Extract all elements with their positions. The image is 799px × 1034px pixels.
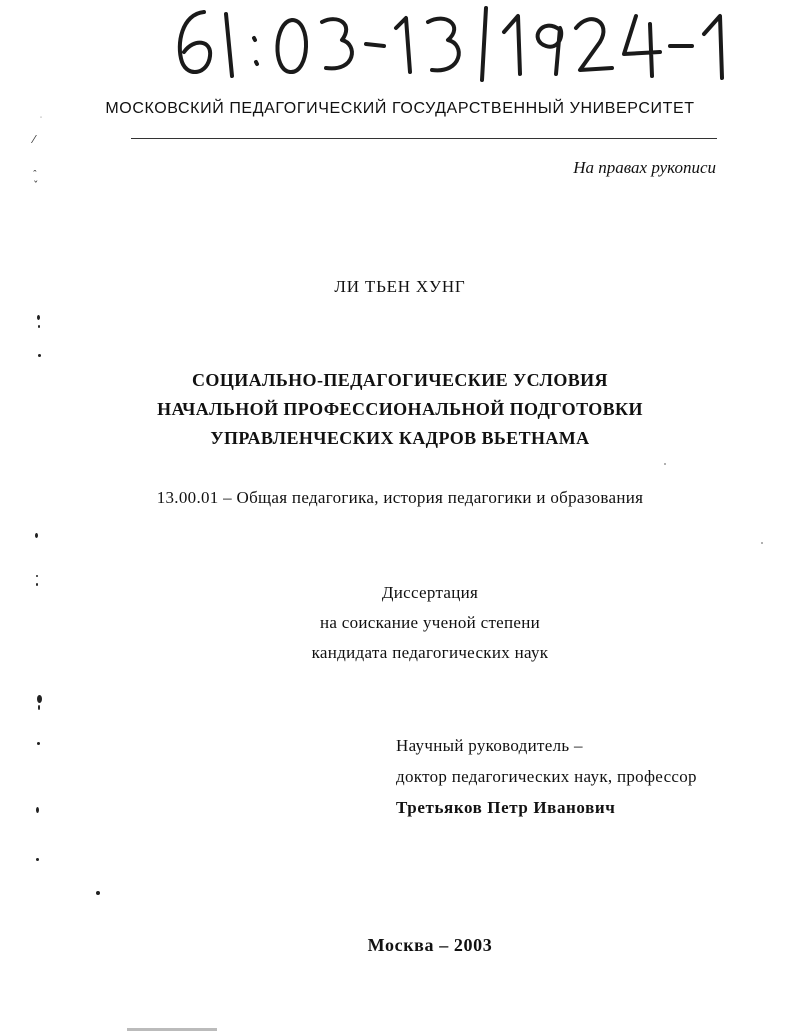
supervisor-degree: доктор педагогических наук, профессор <box>396 767 697 786</box>
margin-speck <box>36 583 38 586</box>
specialty-code: 13.00.01 – Общая педагогика, история педагогики и образования <box>156 488 644 507</box>
university-name: МОСКОВСКИЙ ПЕДАГОГИЧЕСКИЙ ГОСУДАРСТВЕННЫЙ УНИВЕРСИТЕТ <box>105 100 695 117</box>
margin-speck <box>36 807 39 813</box>
degree-line: на соискание ученой степени <box>319 613 541 632</box>
margin-speck <box>37 695 42 703</box>
margin-speck <box>36 858 39 861</box>
margin-speck <box>96 891 100 895</box>
supervisor-label: Научный руководитель – <box>396 736 583 755</box>
dissertation-title <box>100 366 700 453</box>
margin-speck: ˇ <box>33 179 39 192</box>
title-line: СОЦИАЛЬНО-ПЕДАГОГИЧЕСКИЕ УСЛОВИЯ <box>192 370 608 390</box>
bottom-scan-smudge <box>127 1028 217 1031</box>
supervisor-block <box>396 730 697 823</box>
author-name: ЛИ ТЬЕН ХУНГ <box>334 277 466 296</box>
city-year: Москва – 2003 <box>367 935 493 955</box>
page-speck <box>664 463 666 465</box>
margin-speck: ꞈ <box>33 159 37 172</box>
margin-speck <box>38 705 40 710</box>
degree-line: Диссертация <box>381 583 479 602</box>
header-divider <box>131 138 717 139</box>
page-speck <box>761 542 763 544</box>
margin-speck <box>37 315 40 320</box>
title-line: НАЧАЛЬНОЙ ПРОФЕССИОНАЛЬНОЙ ПОДГОТОВКИ <box>157 399 643 419</box>
rights-note: На правах рукописи <box>573 158 716 177</box>
margin-speck <box>38 325 40 328</box>
margin-speck <box>38 354 41 357</box>
margin-speck: ⁄ <box>33 133 35 146</box>
handwritten-code-drawing <box>160 0 740 82</box>
degree-line: кандидата педагогических наук <box>311 643 549 662</box>
handwritten-archive-code <box>160 0 740 82</box>
margin-speck <box>37 742 40 745</box>
margin-speck <box>35 533 38 538</box>
title-line: УПРАВЛЕНЧЕСКИХ КАДРОВ ВЬЕТНАМА <box>210 428 590 448</box>
degree-statement <box>200 578 660 668</box>
margin-speck <box>36 575 38 577</box>
supervisor-name: Третьяков Петр Иванович <box>396 798 616 817</box>
